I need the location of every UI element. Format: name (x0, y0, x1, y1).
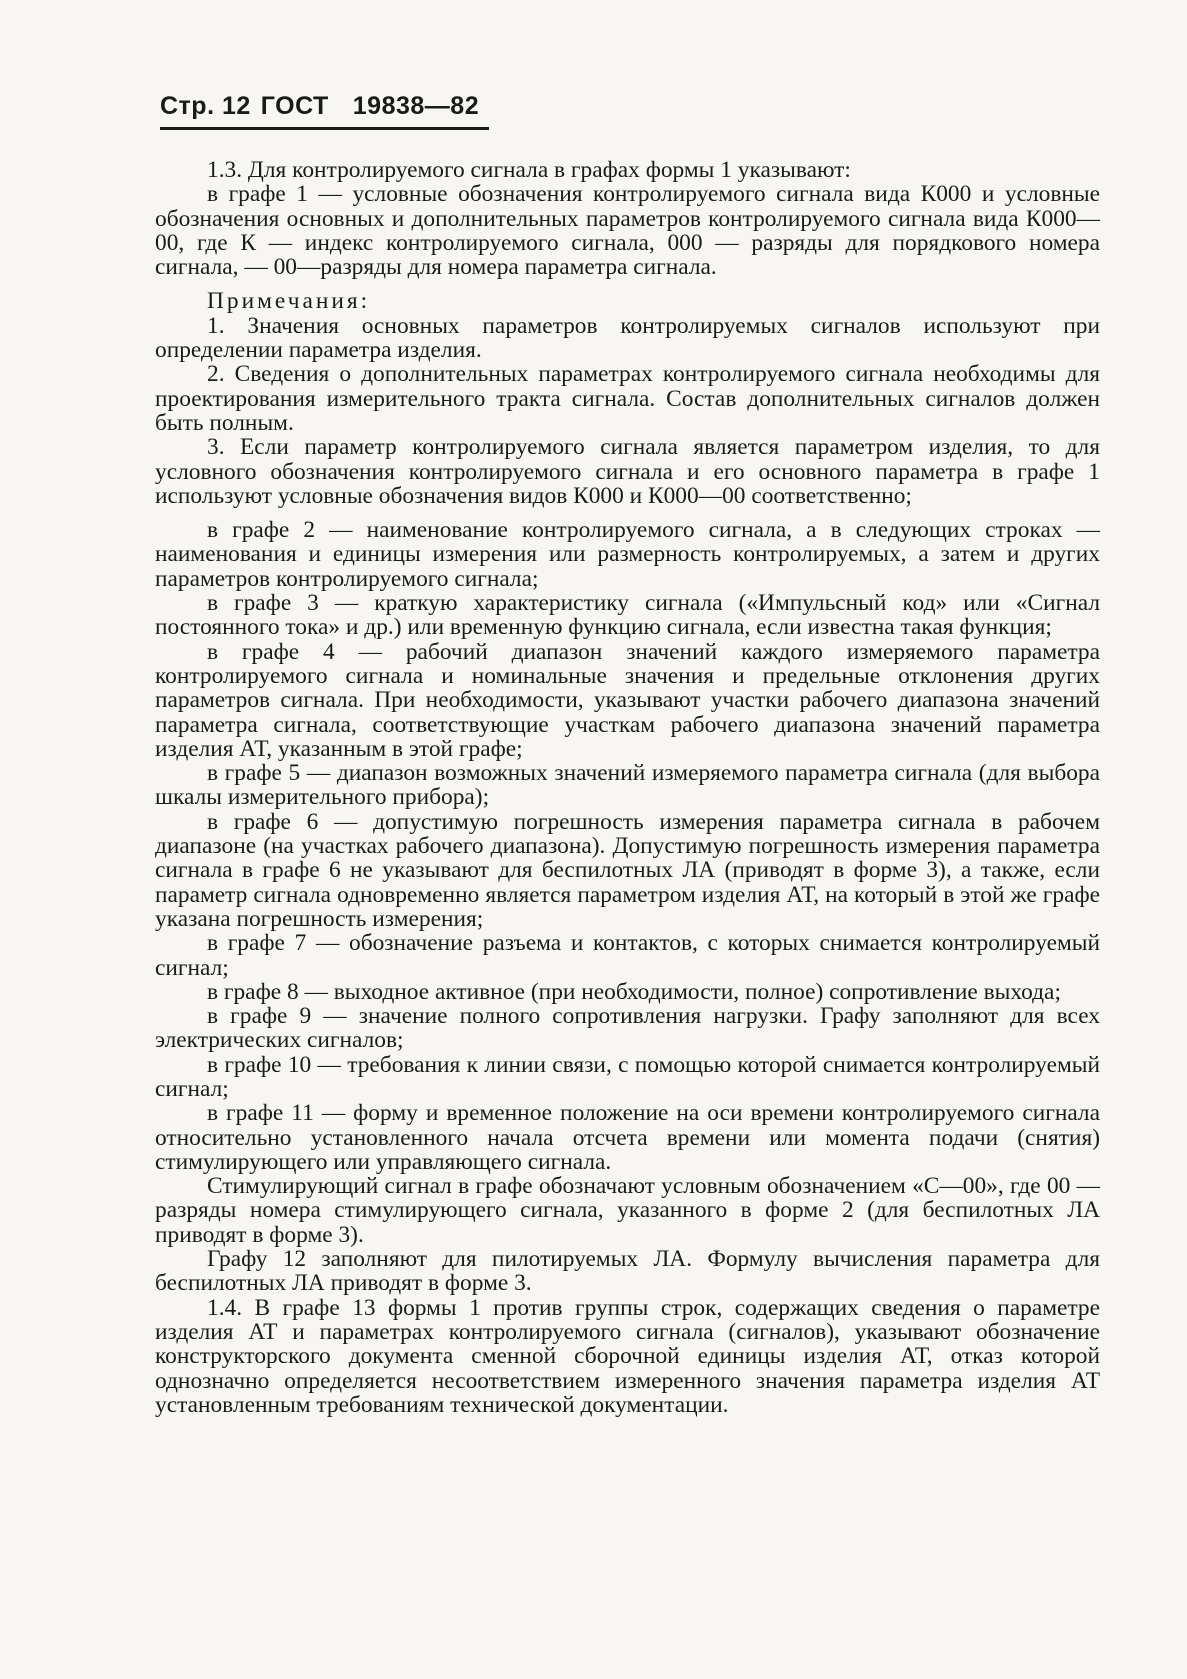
paragraph-column-3: в графе 3 — краткую характеристику сигнала («Импульсный код» или «Сигнал постоянного тока» и др.) или временную функцию сигнала, если известна такая функция; (155, 590, 1100, 641)
standard-label: ГОСТ (260, 92, 329, 120)
paragraph-column-7: в графе 7 — обозначение разъема и контактов, с которых снимается контролируемый сигнал; (155, 930, 1100, 981)
section-1-4: 1.4. В графе 13 формы 1 против группы строк, содержащих сведения о параметре изделия АТ и параметрах контролируемого сигнала (сигналов), указывают обозначение конструкторского документа сменной сборочной единицы изделия АТ, отказ которой однозначно определяется несоответствием измеренного значения параметра изделия АТ установленным требованиям технической документации. (155, 1294, 1100, 1418)
note-2: 2. Сведения о дополнительных параметрах контролируемого сигнала необходимы для проектирования измерительного тракта сигнала. Состав дополнительных сигналов должен быть полным. (155, 361, 1100, 436)
paragraph-column-5: в графе 5 — диапазон возможных значений измеряемого параметра сигнала (для выбора шкалы измерительного прибора); (155, 760, 1100, 811)
notes-heading: Примечания: (207, 288, 371, 315)
section-1-3-intro: 1.3. Для контролируемого сигнала в графах формы 1 указывают: (207, 157, 851, 183)
paragraph-column-2: в графе 2 — наименование контролируемого сигнала, а в следующих строках — наименования и единицы измерения или размерность контролируемых, а затем и других параметров контролируемого сигнала; (155, 517, 1100, 592)
note-3: 3. Если параметр контролируемого сигнала является параметром изделия, то для условного обозначения контролируемого сигнала и его основного параметра в графе 1 используют условные обозначения видов К000 и К000—00 соответственно; (155, 434, 1100, 509)
paragraph-column-10: в графе 10 — требования к линии связи, с помощью которой снимается контролируемый сигнал; (155, 1051, 1100, 1102)
note-1: 1. Значения основных параметров контролируемых сигналов используют при определении параметра изделия. (155, 312, 1100, 364)
paragraph-column-6: в графе 6 — допустимую погрешность измерения параметра сигнала в рабочем диапазоне (на участках рабочего диапазона). Допустимую погрешность измерения параметра сигнала в графе 6 не указывают для беспилотных ЛА (приводят в форме 3), а также, если параметр сигнала одновременно является параметром изделия АТ, на который в этой же графе указана погрешность измерения; (155, 808, 1100, 932)
paragraph-column-12: Графу 12 заполняют для пилотируемых ЛА. Формулу вычисления параметра для беспилотных ЛА приводят в форме 3. (155, 1246, 1100, 1297)
paragraph-column-9: в графе 9 — значение полного сопротивления нагрузки. Графу заполняют для всех электрических сигналов; (155, 1003, 1100, 1054)
page-header (160, 92, 489, 130)
paragraph-stimulus-signal: Стимулирующий сигнал в графе обозначают условным обозначением «С—00», где 00 — разряды номера стимулирующего сигнала, указанного в форме 2 (для беспилотных ЛА приводят в форме 3). (155, 1173, 1100, 1248)
paragraph-column-11: в графе 11 — форму и временное положение на оси времени контролируемого сигнала относительно установленного начала отсчета времени или момента подачи (снятия) стимулирующего или управляющего сигнала. (155, 1100, 1100, 1175)
page-number: Стр. 12 (160, 92, 251, 120)
paragraph-column-8: в графе 8 — выходное активное (при необходимости, полное) сопротивление выхода; (207, 978, 1061, 1005)
paragraph-column-4: в графе 4 — рабочий диапазон значений каждого измеряемого параметра контролируемого сигнала и номинальные значения и предельные отклонения других параметров сигнала. При необходимости, указывают участки рабочего диапазона значений параметра сигнала, соответствующие участкам рабочего диапазона значений параметра изделия АТ, указанным в этой графе; (155, 638, 1100, 762)
paragraph-column-1: в графе 1 — условные обозначения контролируемого сигнала вида К000 и условные обозначения основных и дополнительных параметров контролируемого сигнала вида К000—00, где К — индекс контролируемого сигнала, 000 — разряды для порядкового номера сигнала, — 00—разряды для номера параметра сигнала. (155, 181, 1100, 281)
document-body (155, 158, 1100, 1417)
standard-number: 19838—82 (352, 92, 480, 120)
